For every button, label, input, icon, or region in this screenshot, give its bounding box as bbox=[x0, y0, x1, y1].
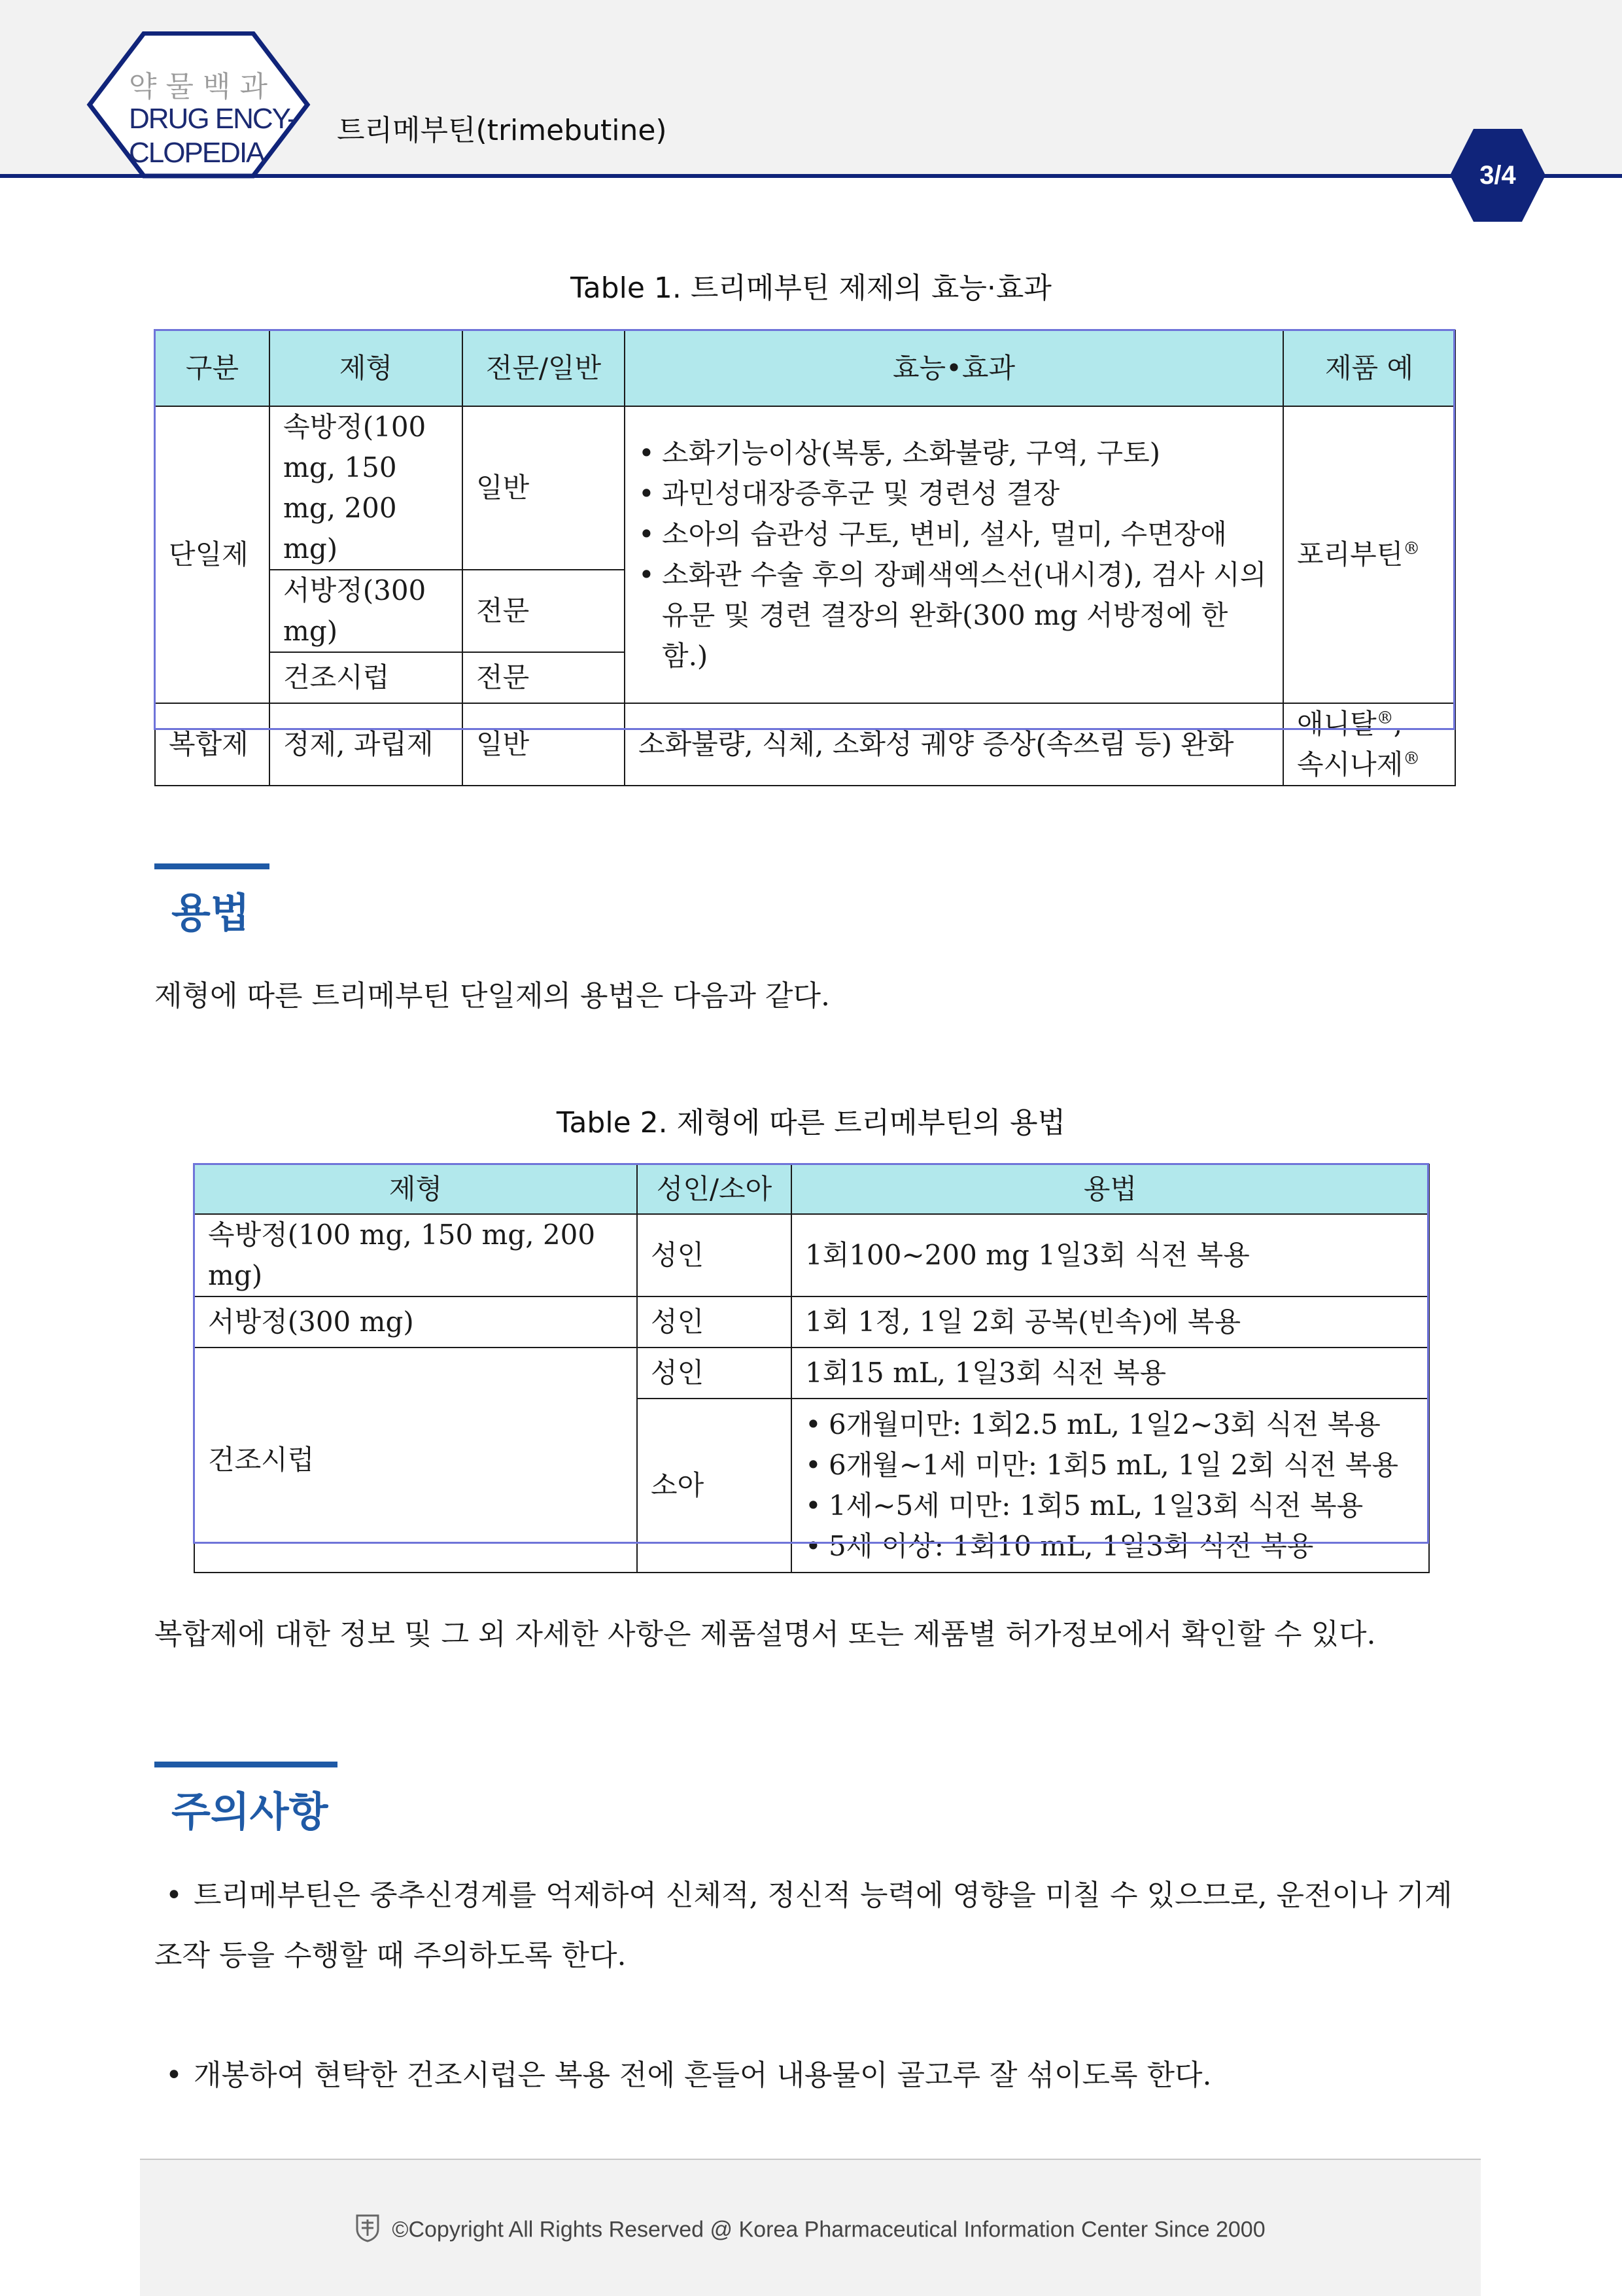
list-item: • 6개월~1세 미만: 1회5 mL, 1일 2회 식전 복용 bbox=[805, 1445, 1415, 1486]
usage-intro-paragraph: 제형에 따른 트리메부틴 단일제의 용법은 다음과 같다. bbox=[154, 979, 830, 1013]
list-item: • 소화관 수술 후의 장폐색엑스선(내시경), 검사 시의 유문 및 경련 결장의 완화(300 mg 서방정에 한함.) bbox=[638, 555, 1269, 676]
document-title: 트리메부틴(trimebutine) bbox=[337, 114, 667, 147]
form-cell: 정제, 과립제 bbox=[269, 703, 462, 786]
drug-encyclopedia-logo bbox=[82, 31, 314, 179]
rx-type-cell: 일반 bbox=[462, 703, 625, 786]
page-footer bbox=[140, 2159, 1481, 2296]
product-single-cell: 포리부틴® bbox=[1283, 406, 1455, 703]
list-item: • 소아의 습관성 구토, 변비, 설사, 멀미, 수면장애 bbox=[638, 514, 1269, 555]
efficacy-table bbox=[154, 330, 1456, 786]
page-number-badge: 3/4 bbox=[1449, 128, 1547, 223]
who-cell: 성인 bbox=[637, 1296, 791, 1348]
list-item: • 과민성대장증후군 및 경련성 결장 bbox=[638, 474, 1269, 514]
dose-cell: 1회100~200 mg 1일3회 식전 복용 bbox=[791, 1214, 1429, 1296]
effects-list bbox=[638, 433, 1269, 676]
section-usage-title: 용법 bbox=[171, 889, 250, 937]
table2-caption: Table 2. 제형에 따른 트리메부틴의 용법 bbox=[556, 1106, 1066, 1139]
caution-item: • 개봉하여 현탁한 건조시럽은 복용 전에 흔들어 내용물이 골고루 잘 섞이도록 한다. bbox=[165, 2059, 1212, 2092]
who-cell: 성인 bbox=[637, 1214, 791, 1296]
section-caution-title: 주의사항 bbox=[171, 1788, 328, 1835]
table-header-cell: 제형 bbox=[194, 1164, 637, 1214]
logo-korean-text: 약물백과 bbox=[129, 70, 277, 103]
dose-cell: 1회15 mL, 1일3회 식전 복용 bbox=[791, 1348, 1429, 1399]
product-combo-cell: 애니탈®, 속시나제® bbox=[1283, 703, 1455, 786]
group-combo-cell: 복합제 bbox=[155, 703, 269, 786]
table-header-cell: 성인/소아 bbox=[637, 1164, 791, 1214]
child-dose-list bbox=[805, 1404, 1415, 1567]
combo-effect-cell: 소화불량, 식체, 소화성 궤양 증상(속쓰림 등) 완화 bbox=[625, 703, 1283, 786]
child-dose-cell bbox=[791, 1399, 1429, 1573]
table-header-cell: 효능•효과 bbox=[625, 330, 1283, 406]
table1-caption: Table 1. 트리메부틴 제제의 효능·효과 bbox=[570, 271, 1052, 305]
form-cell: 건조시럽 bbox=[269, 652, 462, 703]
form-cell: 서방정(300 mg) bbox=[194, 1296, 637, 1348]
section-usage-bar bbox=[154, 863, 269, 869]
list-item: • 소화기능이상(복통, 소화불량, 구역, 구토) bbox=[638, 433, 1269, 474]
table-header-cell: 전문/일반 bbox=[462, 330, 625, 406]
footer-copyright: ©Copyright All Rights Reserved @ Korea Pharmaceutical Information Center Since 2000 bbox=[140, 2214, 1481, 2248]
form-cell: 서방정(300 mg) bbox=[269, 570, 462, 652]
section-caution-bar bbox=[154, 1762, 337, 1767]
group-single-cell: 단일제 bbox=[155, 406, 269, 703]
rx-type-cell: 전문 bbox=[462, 652, 625, 703]
rx-type-cell: 전문 bbox=[462, 570, 625, 652]
table-header-cell: 제형 bbox=[269, 330, 462, 406]
table-header-cell: 제품 예 bbox=[1283, 330, 1455, 406]
dose-cell: 1회 1정, 1일 2회 공복(빈속)에 복용 bbox=[791, 1296, 1429, 1348]
who-cell: 소아 bbox=[637, 1399, 791, 1573]
rx-type-cell: 일반 bbox=[462, 406, 625, 570]
table-header-cell: 구분 bbox=[155, 330, 269, 406]
form-cell: 속방정(100 mg, 150 mg, 200 mg) bbox=[194, 1214, 637, 1296]
effects-cell bbox=[625, 406, 1283, 703]
list-item: • 1세~5세 미만: 1회5 mL, 1일3회 식전 복용 bbox=[805, 1486, 1415, 1526]
logo-english-text: DRUG ENCY- CLOPEDIA bbox=[129, 103, 296, 169]
caution-item: • 트리메부틴은 중추신경계를 억제하여 신체적, 정신적 능력에 영향을 미칠 수 있으므로, 운전이나 기계 조작 등을 수행할 때 주의하도록 한다. bbox=[154, 1879, 1453, 1972]
form-cell: 속방정(100 mg, 150 mg, 200 mg) bbox=[269, 406, 462, 570]
form-cell: 건조시럽 bbox=[194, 1348, 637, 1573]
list-item: • 5세 이상: 1회10 mL, 1일3회 식전 복용 bbox=[805, 1526, 1415, 1567]
dosage-table bbox=[194, 1164, 1430, 1573]
list-item: • 6개월미만: 1회2.5 mL, 1일2~3회 식전 복용 bbox=[805, 1404, 1415, 1445]
usage-note-paragraph: 복합제에 대한 정보 및 그 외 자세한 사항은 제품설명서 또는 제품별 허가정보에서 확인할 수 있다. bbox=[154, 1618, 1376, 1651]
who-cell: 성인 bbox=[637, 1348, 791, 1399]
shield-emblem-icon bbox=[355, 2214, 380, 2248]
table-header-cell: 용법 bbox=[791, 1164, 1429, 1214]
